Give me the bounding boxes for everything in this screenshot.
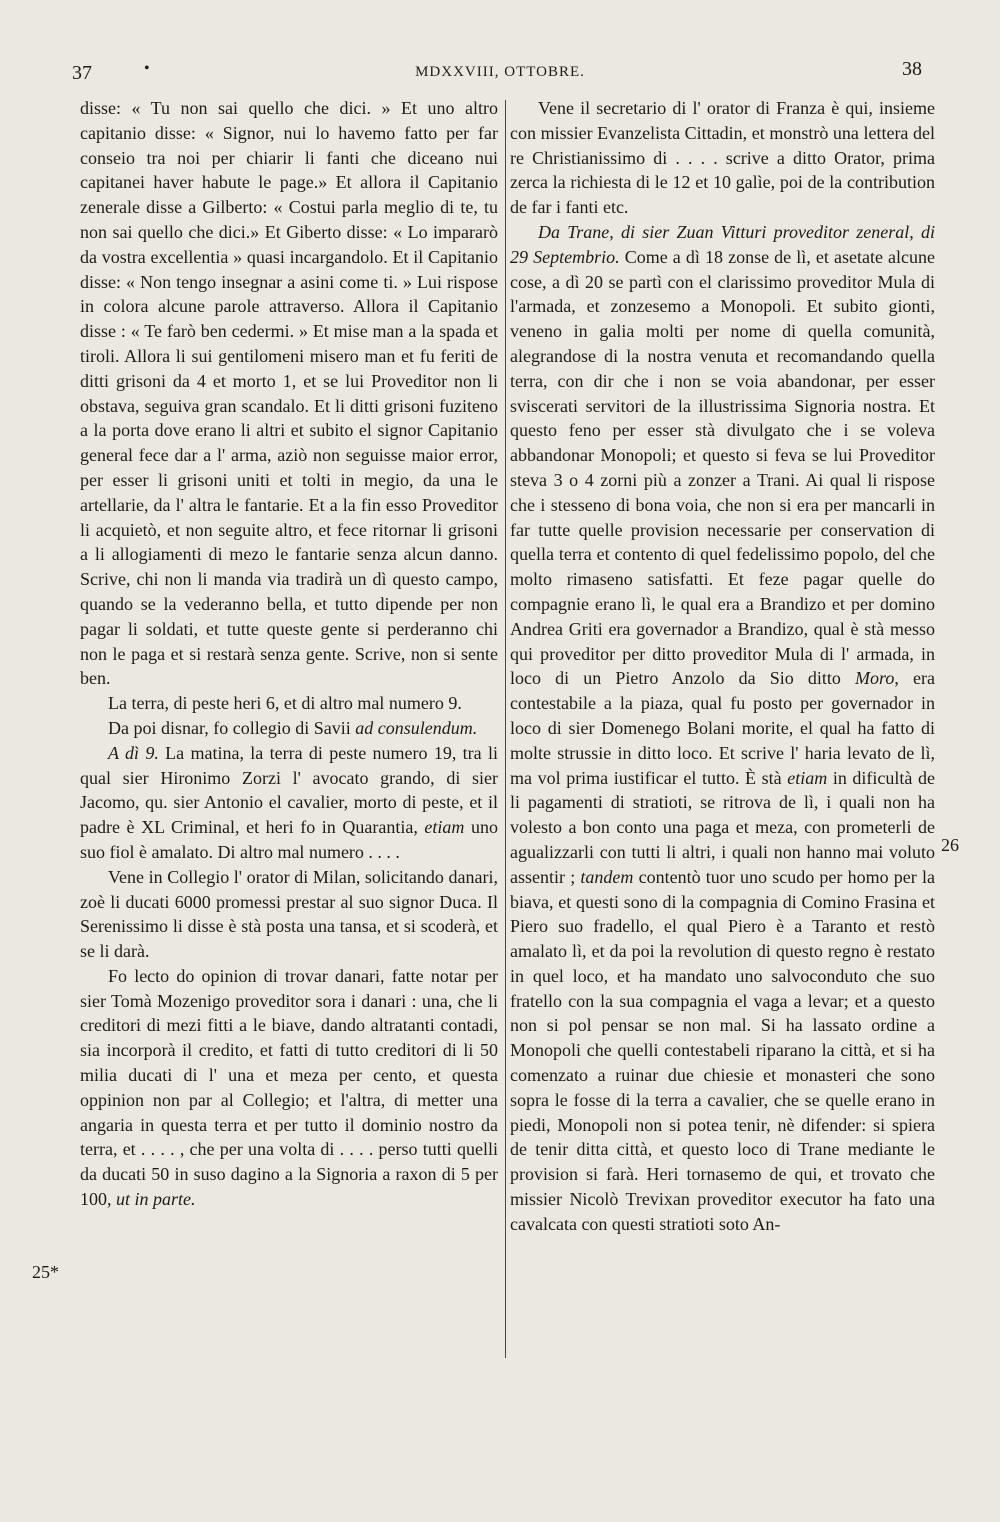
- moro-text: Moro: [855, 668, 895, 689]
- left-paragraph-5: Vene in Collegio l' orator di Milan, solicitando danari, zoè li ducati 6000 promessi prestar al suo signor Duca. Il Serenissimo li disse è stà posta una tansa, et si scoderà, et se li darà.: [80, 866, 498, 962]
- ad-consulendum-text: ad consulendum.: [355, 717, 478, 738]
- etiam-text-right: etiam: [787, 767, 828, 788]
- matina-text-a: La matina, la terra di peste numero 19, tra li qual sier Hironimo Zorzi l' avocato grando, di sier Jacomo, qu. sier Antonio el cavalier, morto di peste, et il padre è XL Criminal, et heri fo in Quarantia,: [80, 742, 498, 838]
- page-header: [0, 58, 1000, 92]
- trane-text-a: Come a dì 18 zonse de lì, et asetate alcune cose, a dì 20 se partì con el clarissimo proveditor Mula di l'armada, et zonzesemo a Monopoli. Et subito gionti, veneno in galia molti per nome di quella comunità, alegrandose di la nostra venuta et recomandando quella terra, con dir che i non se voia abandonar, per esser sviscerati servitori de la illustrissima Signoria nostra. Et questo feno per esser stà divulgato che i se voleva abbandonar Monopoli; et questo si feva se lui Proveditor steva 3 o 4 zorni più a zonzer a Trani. Ai qual li rispose che i stesseno di bona voia, che non si era per mancarli in far tutte quelle provision necessarie per conservation di quella terra et contento di quel fedelissimo popolo, del che molto rimaseno satisfatti. Et feze pagar quelle do compagnie erano lì, le qual era a Brandizo et per domino Andrea Griti era governador a Brandizo, qual è stà messo qui proveditor per ditto proveditor Mula di l' armada, in loco di un Pietro Anzolo da Sio ditto: [510, 246, 936, 689]
- margin-number-right: 26: [941, 835, 959, 855]
- right-paragraph-2: [510, 220, 935, 1237]
- left-paragraph-1: disse: « Tu non sai quello che dici. » Et uno altro capitanio disse: « Signor, nui lo havemo fatto per far conseio tra noi per chiarir li fanti che diceano nui capitanei haver habute le page.» Et allora il Capitanio zenerale disse a Gilberto: « Costui parla meglio di te, tu non sai quello che dici.» Et Giberto disse: « Lo impararò da vostra excellentia » quasi incargandolo. Et il Capitanio disse: « Non tengo insegnar a asini come ti. » Lui rispose in colora alcune parole attraverso. Allora il Capitanio disse : « Te farò ben cedermi. » Et mise man a la spada et tiroli. Allora li sui gentilomeni misero man et fu feriti de ditti grisoni da 4 et morto 1, et se lui Proveditor non li obstava, seguiva gran scandalo. Et li ditti grisoni fuziteno a la porta dove erano li altri et subito el signor Capitanio general fece dar a l' arma, aziò non seguisse maior error, per esser li grisoni uniti et tolti in megio, da una le artellarie, da l' altra le fantarie. Et a la fin esso Proveditor li acquietò, et non seguite altro, et fece ritornar li grisoni a li allogiamenti di mezo le fantarie senza alcun danno. Scrive, chi non li manda via tradirà un dì questo campo, quando se la vederanno bella, et tutto dipende per non pagar li soldati, et tutte queste gente si perderanno chi non le paga et si restarà senza gente. Scrive, non si sente ben.: [80, 98, 498, 689]
- left-paragraph-6: [80, 964, 498, 1212]
- running-title: MDXXVIII, OTTOBRE.: [415, 64, 585, 80]
- collegio-text: Da poi disnar, fo collegio di Savii: [108, 717, 356, 738]
- left-paragraph-2: La terra, di peste heri 6, et di altro mal numero 9.: [108, 693, 462, 714]
- ut-in-parte-text: ut in parte.: [116, 1189, 196, 1210]
- left-column: [80, 96, 498, 1212]
- page-number-right: 38: [902, 58, 922, 80]
- right-paragraph-1: Vene il secretario di l' orator di Franza è qui, insieme con missier Evanzelista Cittadin, et monstrò una lettera del re Christianissimo di . . . . scrive a ditto Orator, prima zerca la richiesta di le 12 et 10 galìe, poi de la contribution de far i fanti etc.: [510, 98, 935, 218]
- margin-number-left: 25*: [32, 1262, 59, 1282]
- date-heading: A dì 9.: [108, 742, 159, 763]
- column-divider: [505, 100, 506, 1358]
- trane-text-c: in dificultà de li pagamenti di stratioti, se ritrova de lì, i quali non ha volesto a bon conto una paga et meza, con prometerli de agualizzarli con tutti li altri, i quali non hanno mai voluto assentir ;: [510, 767, 935, 887]
- trane-heading: Da Trane, di sier Zuan Vitturi proveditor zeneral, di 29 Septembrio.: [510, 221, 935, 267]
- left-paragraph-4: [80, 741, 498, 865]
- right-column: [510, 96, 935, 1237]
- opinion-text: Fo lecto do opinion di trovar danari, fatte notar per sier Tomà Mozenigo proveditor sora i danari : una, che li creditori di mezi fitti a le biave, dando altratanti contadi, sia incorporà il credito, et fatti di tutto creditori di li 50 milia ducati di l' una et meza per cento, et questa oppinion non par al Collegio; et l'altra, di metter una angaria in questa terra et per tutto il dominio nostro da terra, et . . . . , che per una volta di . . . . perso tutti quelli da ducati 50 in suso dagino a la Signoria a raxon di 5 per 100,: [80, 965, 498, 1210]
- left-paragraph-3: [80, 716, 498, 741]
- page-number-left: 37: [72, 62, 92, 84]
- trane-text-d: contentò tuor uno scudo per homo per la biava, et questi sono di la compagnia di Comino Frasina et Piero suo fradello, el qual Piero è a Taranto et restò amalato lì, et da poi la revolution di questo regno è restato in quel loco, et ha mandato uno salvoconduto che suo fratello con la sua compagnia el vaga a levar; et a questo non si pol pensar se non mal. Si ha lassato ordine a Monopoli che quelli contestabeli riparano la città, et si ha comenzato a ruinar due chiesie et monasteri che sono sopra le fosse di la terra a cavalier, che se quelle erano in piedi, Monopoli non si potea tenir, nè difender: si spiera de tenir ditta città, et questo loco di Trane mediante le provision si farà. Heri tornasemo de qui, et trovato che missier Nicolò Trevixan proveditor executor ha fato una cavalcata con questi stratioti soto An-: [510, 866, 935, 1234]
- tandem-text: tandem: [580, 866, 634, 887]
- matina-text-b: uno suo fiol è amalato. Di altro mal numero . . . .: [80, 817, 498, 862]
- etiam-text: etiam: [424, 817, 465, 838]
- trane-text-b: , era contestabile a la piaza, qual fu posto per governador in loco di sier Domenego Bolani morite, el qual ha fatto di molte strussie in ditto loco. Et scrive l' haria levato de lì, ma vol prima iustificar el tutto. È stà: [510, 668, 935, 788]
- header-dot: •: [144, 60, 150, 77]
